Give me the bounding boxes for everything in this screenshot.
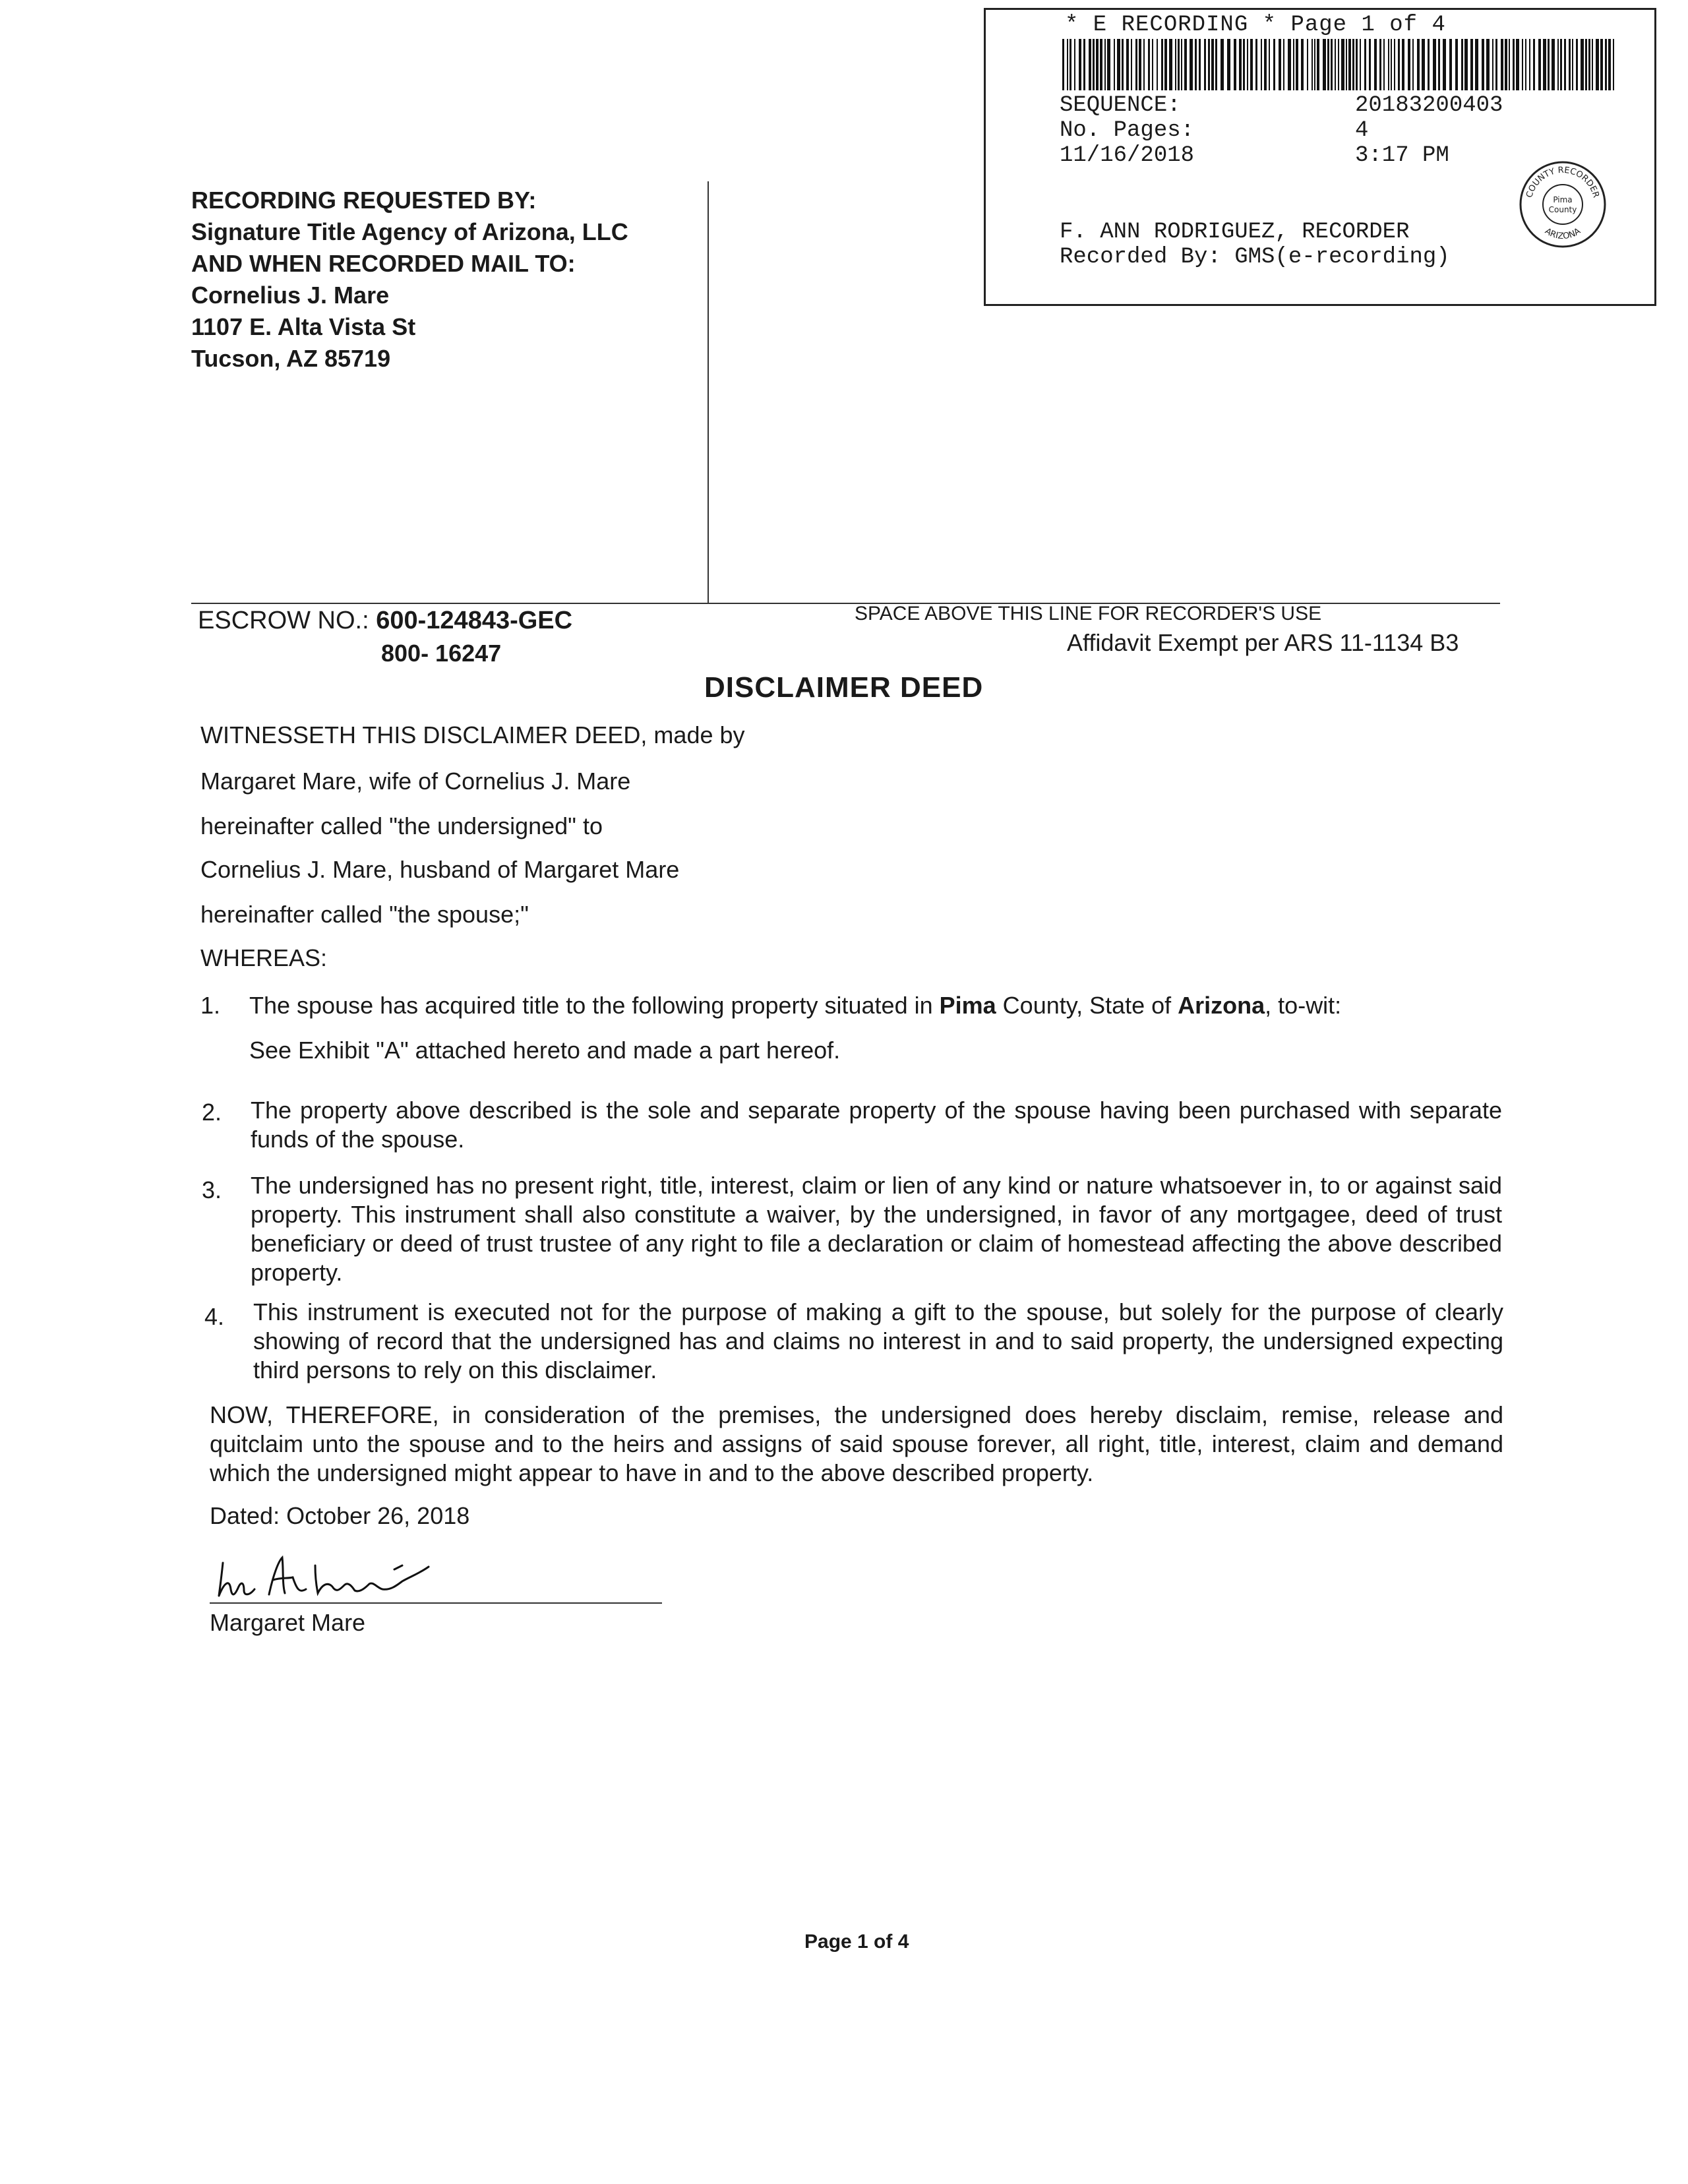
pages-label: No. Pages: (1060, 118, 1195, 143)
whereas-heading: WHEREAS: (200, 944, 328, 971)
barcode-bar (1317, 39, 1319, 90)
seal-center-1: Pima (1553, 195, 1573, 204)
barcode-bar (1564, 39, 1566, 90)
barcode-bar (1475, 39, 1478, 90)
barcode-bar (1314, 39, 1315, 90)
barcode-bar (1443, 39, 1446, 90)
barcode-bar (1195, 39, 1197, 90)
barcode-bar (1374, 39, 1377, 90)
barcode-bar (1482, 39, 1484, 90)
barcode-bar (1143, 39, 1145, 90)
barcode-bar (1208, 39, 1210, 90)
barcode-bar (1089, 39, 1091, 90)
item-1-exhibit: See Exhibit "A" attached hereto and made a part hereof. (249, 1037, 841, 1064)
recorded-by: Recorded By: GMS(e-recording) (1060, 245, 1450, 270)
barcode-bar (1093, 39, 1095, 90)
barcode-bar (1360, 39, 1361, 90)
request-heading: RECORDING REQUESTED BY: (191, 187, 537, 214)
escrow-number-1: 600-124843-GEC (376, 607, 573, 634)
barcode-bar (1269, 39, 1270, 90)
barcode-bar (1070, 39, 1071, 90)
barcode-bar (1388, 39, 1389, 90)
sequence-label: SEQUENCE: (1060, 93, 1181, 118)
barcode-bar (1525, 39, 1526, 90)
barcode-bar (1492, 39, 1493, 90)
barcode-bar (1398, 39, 1400, 90)
barcode-bar (1227, 39, 1230, 90)
barcode-bar (1293, 39, 1294, 90)
barcode-bar (1408, 39, 1410, 90)
barcode-bar (1148, 39, 1150, 90)
barcode-bar (1178, 39, 1180, 90)
recorder-use-caption: SPACE ABOVE THIS LINE FOR RECORDER'S USE (855, 603, 1322, 624)
barcode-bar (1243, 39, 1245, 90)
document-title: DISCLAIMER DEED (704, 671, 984, 704)
barcode-bar (1529, 39, 1530, 90)
item-2-number: 2. (202, 1099, 222, 1126)
barcode-bar (1221, 39, 1224, 90)
barcode-bar (1605, 39, 1607, 90)
barcode-bar (1417, 39, 1420, 90)
barcode-bar (1364, 39, 1366, 90)
barcode-bar (1516, 39, 1519, 90)
seal-bottom-text: ARIZONA (1543, 226, 1582, 242)
state-name: Arizona (1178, 992, 1265, 1019)
barcode-bar (1513, 39, 1515, 90)
barcode-bar (1169, 39, 1172, 90)
barcode-bar (1588, 39, 1590, 90)
barcode-bar (1104, 39, 1106, 90)
barcode-bar (1157, 39, 1158, 90)
barcode-bar (1402, 39, 1404, 90)
barcode-bar (1495, 39, 1497, 90)
barcode-bar (1569, 39, 1571, 90)
barcode-bar (1592, 39, 1593, 90)
item-1-text: The spouse has acquired title to the following property situated in Pima County, State of Arizona, to-wit: (249, 992, 1342, 1019)
barcode-bar (1234, 39, 1236, 90)
barcode-bar (1100, 39, 1102, 90)
barcode-bar (1279, 39, 1281, 90)
barcode-bar (1323, 39, 1326, 90)
barcode-bar (1335, 39, 1336, 90)
recorder-name: F. ANN RODRIGUEZ, RECORDER (1060, 220, 1410, 245)
barcode-bar (1522, 39, 1523, 90)
barcode-bar (1152, 39, 1153, 90)
barcode-bar (1139, 39, 1141, 90)
barcode-bar (1346, 39, 1347, 90)
handwritten-signature (204, 1550, 455, 1602)
barcode-bar (1379, 39, 1381, 90)
barcode-bar (1250, 39, 1253, 90)
barcode-bar (1412, 39, 1414, 90)
barcode-bar (1486, 39, 1490, 90)
barcode-bar (1428, 39, 1430, 90)
barcode-bar (1461, 39, 1463, 90)
barcode-bar (1543, 39, 1546, 90)
barcode-bar (1331, 39, 1333, 90)
item-1-number: 1. (200, 992, 221, 1019)
barcode-bar (1261, 39, 1262, 90)
barcode-bar (1341, 39, 1344, 90)
barcode-bar (1422, 39, 1425, 90)
barcode-bar (1383, 39, 1385, 90)
barcode-bar (1572, 39, 1573, 90)
signer-name: Margaret Mare (210, 1609, 366, 1636)
escrow-number (198, 607, 572, 635)
stamp-header: * E RECORDING * Page 1 of 4 (1065, 13, 1446, 38)
barcode-bar (1613, 39, 1614, 90)
barcode-bar (1338, 39, 1339, 90)
barcode-bar (1600, 39, 1603, 90)
barcode-bar (1307, 39, 1308, 90)
barcode-bar (1581, 39, 1584, 90)
barcode-bar (1247, 39, 1248, 90)
record-date: 11/16/2018 (1060, 143, 1195, 168)
barcode-bar (1083, 39, 1085, 90)
barcode-bar (1239, 39, 1242, 90)
intro-line-1: WITNESSETH THIS DISCLAIMER DEED, made by (200, 721, 745, 748)
item-4-number: 4. (204, 1303, 225, 1330)
barcode-bar (1135, 39, 1137, 90)
recording-request-block (191, 185, 628, 375)
barcode-bar (1122, 39, 1124, 90)
barcode-bar (1181, 39, 1182, 90)
barcode-bar (1288, 39, 1291, 90)
barcode-bar (1509, 39, 1510, 90)
barcode-bar (1211, 39, 1214, 90)
barcode-bar (1438, 39, 1440, 90)
item-3-number: 3. (202, 1176, 222, 1203)
barcode-bar (1356, 39, 1358, 90)
mail-to-city: Tucson, AZ 85719 (191, 345, 391, 372)
barcode-bar (1505, 39, 1507, 90)
barcode-bar (1327, 39, 1329, 90)
barcode-bar (1062, 39, 1064, 90)
barcode-bar (1273, 39, 1275, 90)
recorder-stamp (984, 8, 1656, 306)
barcode-bar (1190, 39, 1193, 90)
barcode-bar (1548, 39, 1550, 90)
barcode-bar (1391, 39, 1392, 90)
county-seal-icon (1517, 158, 1609, 251)
escrow-label: ESCROW NO.: (198, 607, 377, 634)
barcode-bar (1161, 39, 1163, 90)
barcode-bar (1455, 39, 1458, 90)
barcode-bar (1117, 39, 1120, 90)
barcode-bar (1114, 39, 1115, 90)
barcode-bar (1199, 39, 1201, 90)
barcode-bar (1433, 39, 1436, 90)
barcode-bar (1264, 39, 1267, 90)
page-number: Page 1 of 4 (804, 1931, 909, 1953)
now-therefore-clause: NOW, THEREFORE, in consideration of the premises, the undersigned does hereby disclaim, remise, release and quitclaim unto the spouse and to the heirs and assigns of said spouse forever, all right, title, interest, claim and demand which the undersigned might appear to have in and to the above described property. (210, 1401, 1503, 1486)
barcode-bar (1096, 39, 1099, 90)
vertical-divider (708, 181, 709, 603)
barcode-bar (1301, 39, 1304, 90)
intro-line-4: Cornelius J. Mare, husband of Margaret Mare (200, 856, 680, 883)
sequence-value: 20183200403 (1355, 93, 1503, 118)
item-3-text: The undersigned has no present right, title, interest, claim or lien of any kind or nature whatsoever in, to or against said property. This instrument shall also constitute a waiver, by the undersigned, in favor of any mortgagee, deed of trust beneficiary or deed of trust trustee of any right to file a declaration or claim of homestead affecting the above described property. (251, 1172, 1502, 1286)
seal-center-2: County (1548, 205, 1577, 214)
barcode-bar (1585, 39, 1587, 90)
item-4-text: This instrument is executed not for the purpose of making a gift to the spouse, but solely for the purpose of clearly showing of record that the undersigned has and claims no interest in and to said property, the undersigned expecting third persons to rely on this disclaimer. (253, 1298, 1503, 1383)
seal-top-text: COUNTY RECORDER (1524, 165, 1601, 199)
county-name: Pima (939, 992, 996, 1019)
intro-line-2: Margaret Mare, wife of Cornelius J. Mare (200, 768, 631, 795)
intro-line-5: hereinafter called "the spouse;" (200, 901, 529, 928)
escrow-number-2: 800- 16247 (381, 640, 502, 667)
barcode-bar (1126, 39, 1129, 90)
intro-line-3: hereinafter called "the undersigned" to (200, 812, 603, 839)
barcode-bar (1131, 39, 1132, 90)
barcode-bar (1576, 39, 1578, 90)
barcode-bar (1067, 39, 1068, 90)
barcode-bar (1464, 39, 1468, 90)
barcode-bar (1501, 39, 1503, 90)
barcode-bar (1107, 39, 1110, 90)
barcode-bar (1533, 39, 1535, 90)
title-agency: Signature Title Agency of Arizona, LLC (191, 218, 628, 245)
barcode-bar (1608, 39, 1611, 90)
barcode-bar (1311, 39, 1313, 90)
mail-to-heading: AND WHEN RECORDED MAIL TO: (191, 250, 576, 277)
mail-to-street: 1107 E. Alta Vista St (191, 313, 416, 340)
barcode-bar (1296, 39, 1298, 90)
record-time: 3:17 PM (1355, 143, 1449, 168)
barcode-bar (1449, 39, 1452, 90)
barcode-bar (1255, 39, 1257, 90)
barcode-bar (1079, 39, 1081, 90)
item-2-text: The property above described is the sole and separate property of the spouse having been purchased with separate funds of the spouse. (251, 1097, 1502, 1153)
barcode-bar (1352, 39, 1354, 90)
pages-value: 4 (1355, 118, 1369, 143)
barcode-bar (1348, 39, 1351, 90)
barcode-bar (1175, 39, 1176, 90)
barcode-bar (1560, 39, 1562, 90)
barcode-bar (1164, 39, 1167, 90)
barcode-bar (1394, 39, 1395, 90)
barcode-bar (1074, 39, 1075, 90)
barcode-bar (1369, 39, 1371, 90)
barcode-bar (1215, 39, 1217, 90)
barcode-bar (1184, 39, 1187, 90)
barcode-bar (1552, 39, 1555, 90)
barcode-bar (1470, 39, 1473, 90)
barcode-bar (1204, 39, 1206, 90)
barcode-bar (1283, 39, 1284, 90)
barcode-bar (1557, 39, 1559, 90)
barcode-bar (1538, 39, 1541, 90)
affidavit-exempt: Affidavit Exempt per ARS 11-1134 B3 (1067, 629, 1459, 656)
barcode-bar (1596, 39, 1599, 90)
dated-line: Dated: October 26, 2018 (210, 1502, 470, 1529)
barcode-image (1062, 39, 1619, 90)
mail-to-name: Cornelius J. Mare (191, 282, 390, 309)
signature-line (210, 1602, 662, 1604)
